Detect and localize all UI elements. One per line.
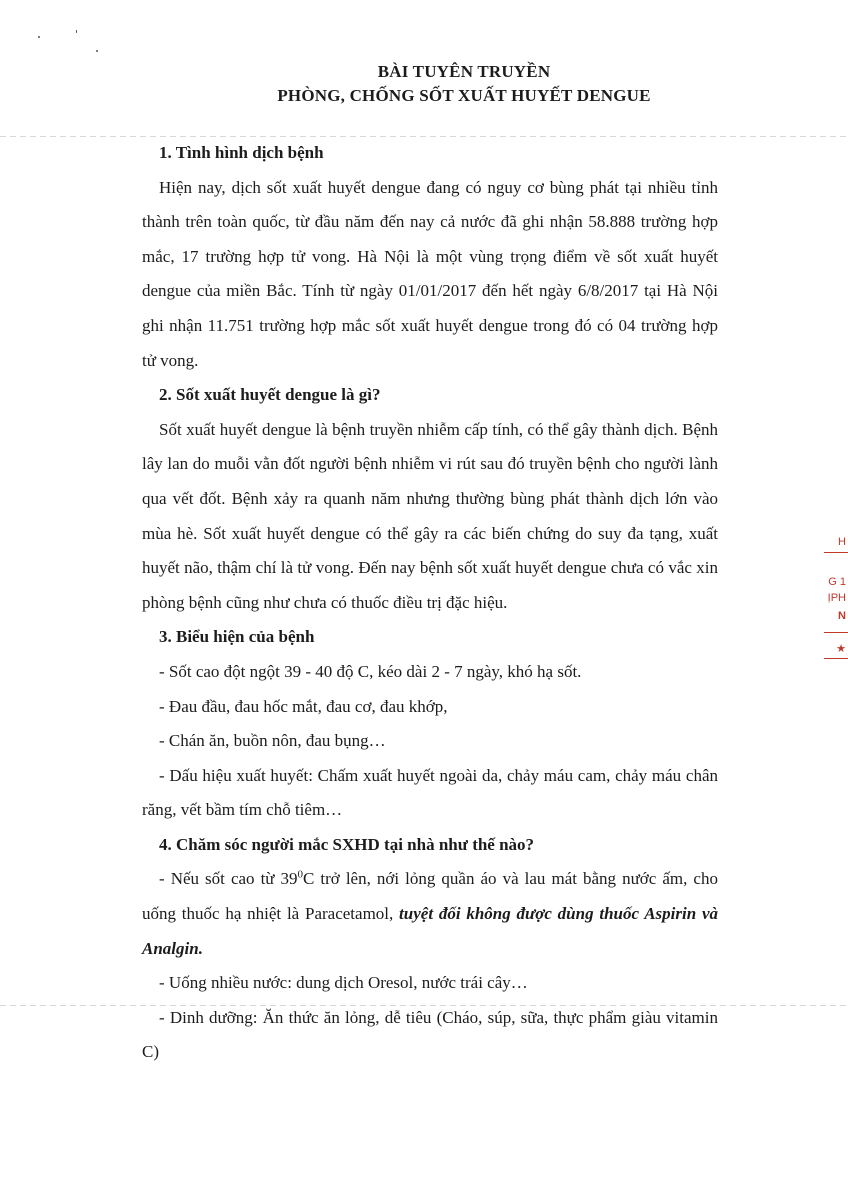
star-icon: ★ — [836, 643, 846, 655]
document-title: BÀI TUYÊN TRUYỀN — [377, 62, 551, 81]
section-3-heading: 3. Biểu hiện của bệnh — [159, 627, 315, 647]
section-4-heading: 4. Chăm sóc người mắc SXHD tại nhà như thế nào? — [159, 834, 535, 854]
care-item-nutrition: - Dinh dưỡng: Ăn thức ăn lỏng, dễ tiêu (Cháo, súp, sữa, thực phẩm giàu vitamin C) — [142, 1007, 718, 1062]
symptom-item: - Sốt cao đột ngột 39 - 40 độ C, kéo dài 2 - 7 ngày, khó hạ sốt. — [159, 661, 582, 681]
care-item-fever — [142, 862, 718, 966]
degree-superscript: 0 — [297, 868, 304, 881]
document-subtitle: PHÒNG, CHỐNG SỐT XUẤT HUYẾT DENGUE — [277, 86, 651, 105]
stamp-fragment: G 1 — [828, 576, 846, 588]
care-item-fever-warning: tuyệt đối không được dùng thuốc Aspirin và Analgin. — [142, 904, 718, 958]
scan-speck — [96, 50, 98, 52]
fold-line — [0, 1005, 848, 1006]
scan-speck — [38, 36, 40, 38]
fold-line — [0, 136, 848, 137]
symptom-item: - Đau đầu, đau hốc mắt, đau cơ, đau khớp, — [159, 696, 448, 716]
care-item-fluids: - Uống nhiều nước: dung dịch Oresol, nước trái cây… — [159, 973, 528, 993]
care-item-fever-prefix: - Nếu sốt cao từ 39 — [159, 869, 298, 889]
stamp-fragment: H — [838, 536, 846, 548]
section-2-heading: 2. Sốt xuất huyết dengue là gì? — [159, 385, 381, 405]
section-1-heading: 1. Tình hình dịch bệnh — [159, 143, 324, 162]
section-2-paragraph: Sốt xuất huyết dengue là bệnh truyền nhiễm cấp tính, có thể gây thành dịch. Bệnh lây lan do muỗi vằn đốt người bệnh nhiễm vi rút sau đó truyền bệnh cho người lành qua vết đốt. Bệnh xảy ra quanh năm nhưng thường bùng phát thành dịch lớn vào mùa hè. Sốt xuất huyết dengue có thể gây ra các biến chứng do suy đa tạng, xuất huyết não, thậm chí là tử vong. Đến nay bệnh sốt xuất huyết dengue chưa có vắc xin phòng bệnh cũng như chưa có thuốc điều trị đặc hiệu. — [142, 419, 718, 612]
symptom-item: - Dấu hiệu xuất huyết: Chấm xuất huyết ngoài da, chảy máu cam, chảy máu chân răng, vết bầm tím chỗ tiêm… — [142, 765, 718, 820]
care-item-fever-text: C trở lên, nới lỏng quần áo và lau mát bằng nước ấm, cho uống thuốc hạ nhiệt là Paracetamol, — [142, 869, 718, 924]
stamp-line — [824, 658, 848, 659]
margin-stamp — [818, 520, 848, 670]
stamp-fragment: ỊPH — [827, 592, 846, 604]
stamp-line — [824, 552, 848, 553]
stamp-fragment: N — [838, 610, 846, 622]
stamp-line — [824, 632, 848, 633]
scan-speck — [76, 30, 77, 33]
document-body — [142, 136, 718, 1070]
section-1-paragraph: Hiện nay, dịch sốt xuất huyết dengue đang có nguy cơ bùng phát tại nhiều tỉnh thành trên toàn quốc, từ đầu năm đến nay cả nước đã ghi nhận 58.888 trường hợp mắc, 17 trường hợp tử vong. Hà Nội là một vùng trọng điểm về sốt xuất huyết dengue của miền Bắc. Tính từ ngày 01/01/2017 đến hết ngày 6/8/2017 tại Hà Nội ghi nhận 11.751 trường hợp mắc sốt xuất huyết dengue trong đó có 04 trường hợp tử vong. — [142, 177, 718, 370]
symptom-item: - Chán ăn, buồn nôn, đau bụng… — [159, 731, 386, 751]
